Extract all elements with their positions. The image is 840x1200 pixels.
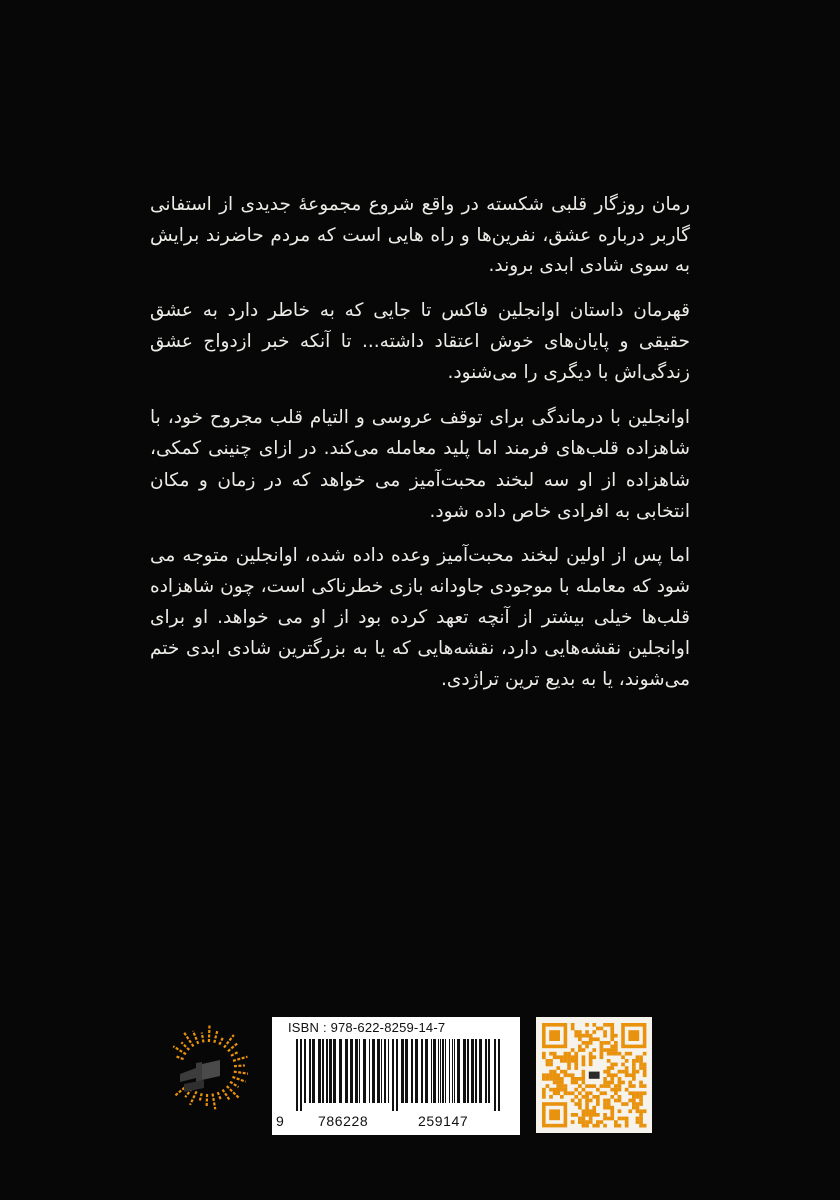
barcode-digits bbox=[276, 1113, 516, 1131]
blurb-paragraph-4: اما پس از اولین لبخند محبت‌آمیز وعده داده شده، اوانجلین متوجه می شود که معامله با موجودی جاودانه بازی خطرناکی است، چون شاهزاده قلب‌ها خیلی بیشتر از آنچه تعهد کرده بود از او می خواهد. او برای اوانجلین نقشه‌هایی دارد، نقشه‌هایی که یا به بزرگترین شادی ابدی ختم می‌شوند، یا به بدیع ترین تراژدی. bbox=[150, 545, 690, 690]
barcode-icon bbox=[286, 1039, 510, 1111]
isbn-barcode-label bbox=[272, 1017, 520, 1135]
qr-code-panel bbox=[536, 1017, 652, 1133]
ean-first-digit: 9 bbox=[276, 1113, 284, 1129]
ean-left-group: 786228 bbox=[318, 1113, 369, 1129]
ean-right-group: 259147 bbox=[418, 1113, 469, 1129]
publisher-logo-icon bbox=[156, 1016, 248, 1116]
blurb-text bbox=[150, 190, 690, 706]
blurb-paragraph-1: رمان روزگار قلبی شکسته در واقع شروع مجموعهٔ جدیدی از استفانی گاربر درباره عشق، نفرین‌ها و راه هایی است که مردم حاضرند برایش به سوی شادی ابدی بروند. bbox=[150, 194, 690, 276]
blurb-paragraph-2: قهرمان داستان اوانجلین فاکس تا جایی که به خاطر دارد به عشق حقیقی و پایان‌های خوش اعتقاد داشته... تا آنکه خبر ازدواج عشق زندگی‌اش با دیگری را می‌شنود. bbox=[150, 299, 690, 384]
isbn-number: ISBN : 978-622-8259-14-7 bbox=[288, 1020, 446, 1035]
blurb-paragraph-3: اوانجلین با درماندگی برای توقف عروسی و التیام قلب مجروح خود، با شاهزاده قلب‌های فرمند اما پلید معامله می‌کند. در ازای چنینی کمکی، شاهزاده از او سه لبخند محبت‌آمیز می خواهد که در زمان و مکان انتخابی به افرادی خاص داده شود. bbox=[150, 406, 690, 522]
qr-code-icon bbox=[536, 1017, 652, 1133]
